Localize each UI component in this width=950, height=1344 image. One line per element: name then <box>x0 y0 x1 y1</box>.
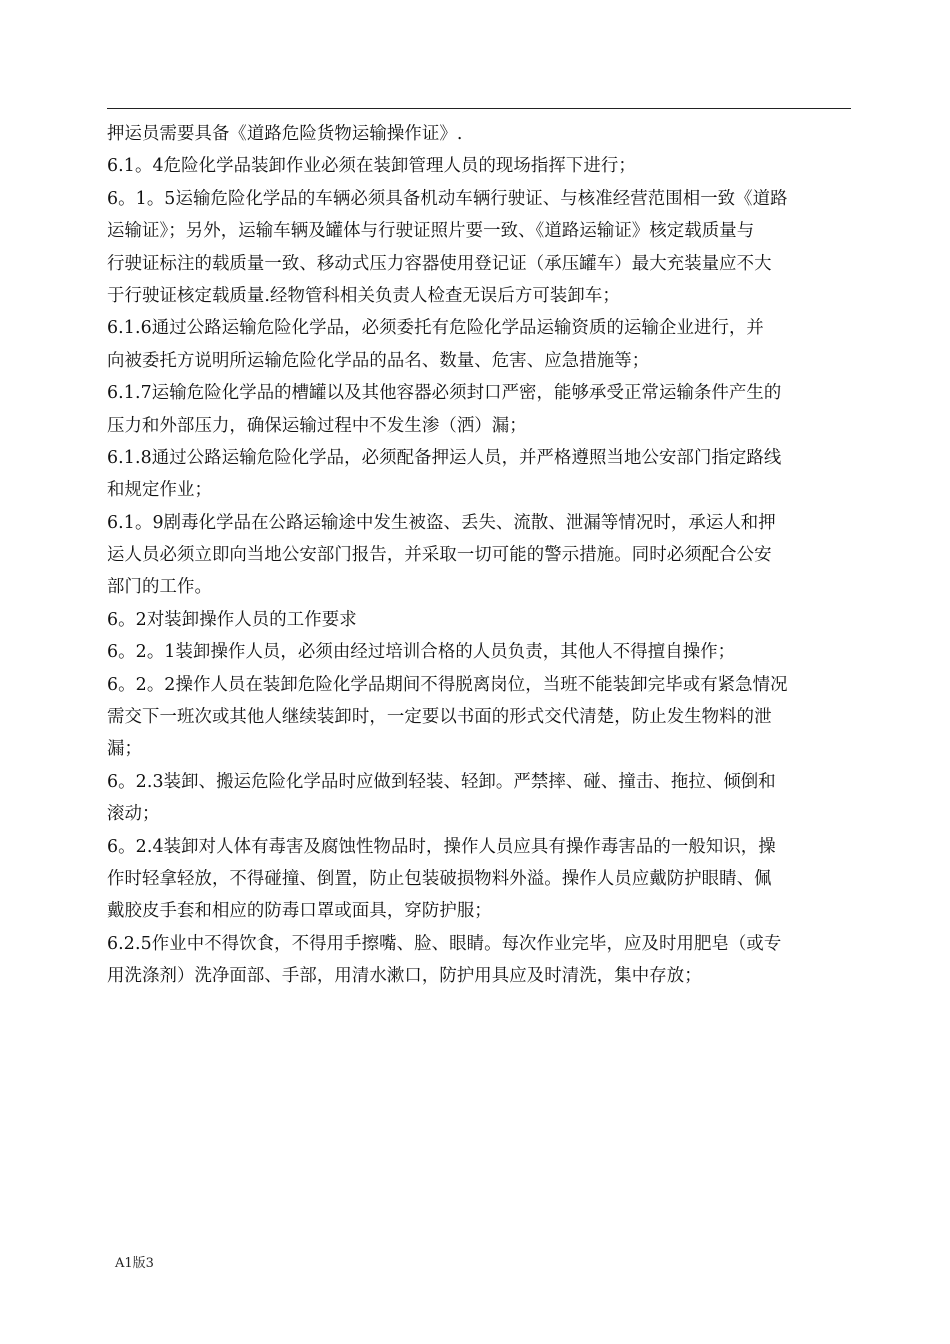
text-line: 运人员必须立即向当地公安部门报告，并采取一切可能的警示措施。同时必须配合公安 <box>107 545 772 566</box>
document-body <box>107 118 852 993</box>
text-line: 作时轻拿轻放，不得碰撞、倒置，防止包装破损物料外溢。操作人员应戴防护眼睛、佩 <box>107 868 772 889</box>
text-line: 6.1。4危险化学品装卸作业必须在装卸管理人员的现场指挥下进行； <box>107 156 636 177</box>
text-line: 和规定作业； <box>107 480 212 501</box>
text-line: 运输证》；另外，运输车辆及罐体与行驶证照片要一致、《道路运输证》核定载质量与 <box>107 221 755 242</box>
text-line: 6.1.7运输危险化学品的槽罐以及其他容器必须封口严密，能够承受正常运输条件产生的 <box>107 383 782 404</box>
header-rule <box>107 108 851 109</box>
text-line: 部门的工作。 <box>107 577 212 598</box>
page-footer: A1版3 <box>115 1256 154 1271</box>
text-line: 6.1.8通过公路运输危险化学品，必须配备押运人员，并严格遵照当地公安部门指定路线 <box>107 447 782 468</box>
text-line: 压力和外部压力，确保运输过程中不发生渗（洒）漏； <box>107 415 527 436</box>
text-line: 向被委托方说明所运输危险化学品的品名、数量、危害、应急措施等； <box>107 350 650 371</box>
text-line: 6。2。1装卸操作人员，必须由经过培训合格的人员负责，其他人不得擅自操作； <box>107 642 736 663</box>
text-line: 6。1。5运输危险化学品的车辆必须具备机动车辆行驶证、与核准经营范围相一致《道路 <box>107 188 788 209</box>
text-line: 6。2.3装卸、搬运危险化学品时应做到轻装、轻卸。严禁摔、碰、撞击、拖拉、倾倒和 <box>107 771 776 792</box>
text-line: 漏； <box>107 739 142 760</box>
text-line: 需交下一班次或其他人继续装卸时，一定要以书面的形式交代清楚，防止发生物料的泄 <box>107 707 772 728</box>
text-line: 6.2.5作业中不得饮食，不得用手擦嘴、脸、眼睛。每次作业完毕，应及时用肥皂（或专 <box>107 933 782 954</box>
text-line: 押运员需要具备《道路危险货物运输操作证》. <box>107 124 463 144</box>
text-line: 6。2对装卸操作人员的工作要求 <box>107 609 357 630</box>
text-line: 6.1.6通过公路运输危险化学品，必须委托有危险化学品运输资质的运输企业进行，并 <box>107 318 764 339</box>
text-line: 用洗涤剂）洗净面部、手部，用清水漱口，防护用具应及时清洗，集中存放； <box>107 966 702 987</box>
text-line: 行驶证标注的载质量一致、移动式压力容器使用登记证（承压罐车）最大充装量应不大 <box>107 253 772 274</box>
text-line: 于行驶证核定载质量.经物管科相关负责人检查无误后方可装卸车； <box>107 285 620 306</box>
text-line: 6。2。2操作人员在装卸危险化学品期间不得脱离岗位，当班不能装卸完毕或有紧急情况 <box>107 674 788 695</box>
text-line: 6.1。9剧毒化学品在公路运输途中发生被盗、丢失、流散、泄漏等情况时，承运人和押 <box>107 512 776 533</box>
text-line: 6。2.4装卸对人体有毒害及腐蚀性物品时，操作人员应具有操作毒害品的一般知识，操 <box>107 836 776 857</box>
text-line: 戴胶皮手套和相应的防毒口罩或面具，穿防护服； <box>107 901 492 922</box>
text-line: 滚动； <box>107 804 160 825</box>
